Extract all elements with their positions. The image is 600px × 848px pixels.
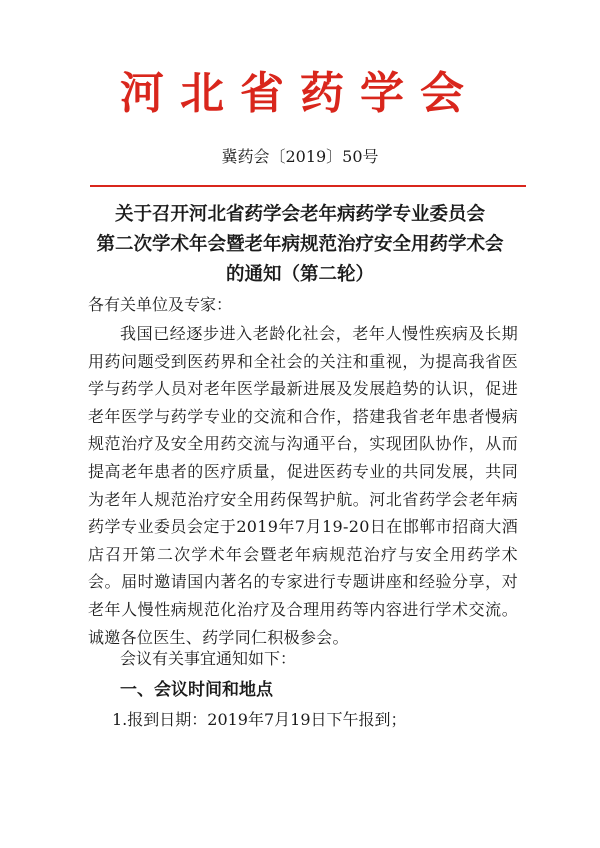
- red-divider: [90, 185, 526, 187]
- salutation: 各有关单位及专家：: [88, 295, 233, 314]
- body-paragraph: 我国已经逐步进入老龄化社会，老年人慢性疾病及长期用药问题受到医药界和全社会的关注和重视，为提高我省医学与药学人员对老年医学最新进展及发展趋势的认识，促进老年医学与药学专业的交流和合作，搭建我省老年患者慢病规范治疗及安全用药交流与沟通平台，实现团队协作，从而提高老年患者的医疗质量，促进医药专业的共同发展，共同为老年人规范治疗安全用药保驾护航。河北省药学会老年病药学专业委员会定于2019年7月19-20日在邯郸市招商大酒店召开第二次学术年会暨老年病规范治疗与安全用药学术会。届时邀请国内著名的专家进行专题讲座和经验分享，对老年人慢性病规范化治疗及合理用药等内容进行学术交流。诚邀各位医生、药学同仁积极参会。: [88, 324, 518, 647]
- notice-title-line: 的通知（第二轮）: [225, 264, 374, 285]
- list-item: 1.报到日期：2019年7月19日下午报到；: [112, 710, 407, 729]
- intro-line: 会议有关事宜通知如下：: [120, 649, 297, 668]
- notice-title-line: 关于召开河北省药学会老年病药学专业委员会: [114, 204, 485, 225]
- doc-number: 冀药会〔2019〕50号: [221, 147, 379, 166]
- notice-title-line: 第二次学术年会暨老年病规范治疗安全用药学术会: [96, 234, 504, 255]
- notice-title: [60, 200, 540, 290]
- org-title: 河北省药学会: [120, 68, 480, 119]
- section-heading: 一、会议时间和地点: [120, 680, 273, 700]
